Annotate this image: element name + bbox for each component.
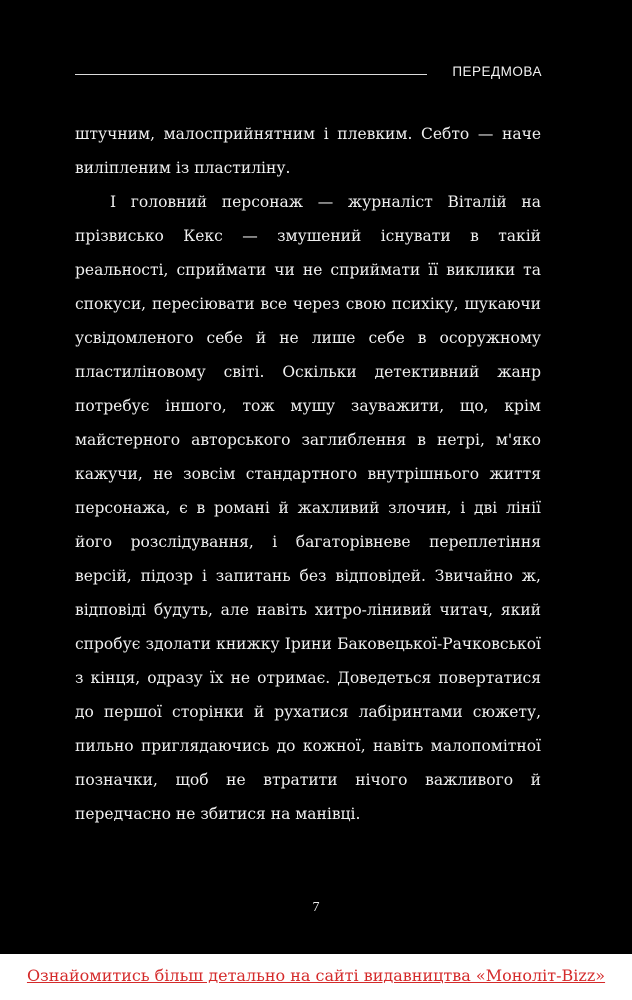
paragraph-continued: штучним, малосприйнятним і плевким. Себто — наче виліпленим із пластиліну.	[75, 125, 541, 177]
footer-bar	[0, 954, 632, 1000]
header-rule	[75, 74, 427, 75]
running-header: ПЕРЕДМОВА	[452, 64, 542, 79]
page-number: 7	[312, 900, 320, 915]
publisher-site-link[interactable]: Ознайомитись більш детально на сайті видавництва «Моноліт-Bizz»	[26, 966, 606, 985]
paragraph-main: І головний персонаж — журналіст Віталій на прізвисько Кекс — змушений існувати в такій реальності, сприймати чи не сприймати її виклики та спокуси, пересіювати все через свою психіку, шукаючи усвідомленого себе й не лише себе в осоружному пластиліновому світі. Оскільки детективний жанр потребує іншого, тож мушу зауважити, що, крім майстерного авторського заглиблення в нетрі, м'яко кажучи, не зовсім стандартного внутрішнього життя персонажа, є в романі й жахливий злочин, і дві лінії його розслідування, і багаторівневе переплетіння версій, підозр і запитань без відповідей. Звичайно ж, відповіді будуть, але навіть хитро-лінивий читач, який спробує здолати книжку Ірини Баковецької-Рачковської з кінця, одразу їх не отримає. Доведеться повертатися до першої сторінки й рухатися лабіринтами сюжету, пильно приглядаючись до кожної, навіть малопомітної позначки, щоб не втратити нічого важливого й передчасно не збитися на манівці.	[75, 193, 541, 823]
body-text	[75, 117, 541, 831]
